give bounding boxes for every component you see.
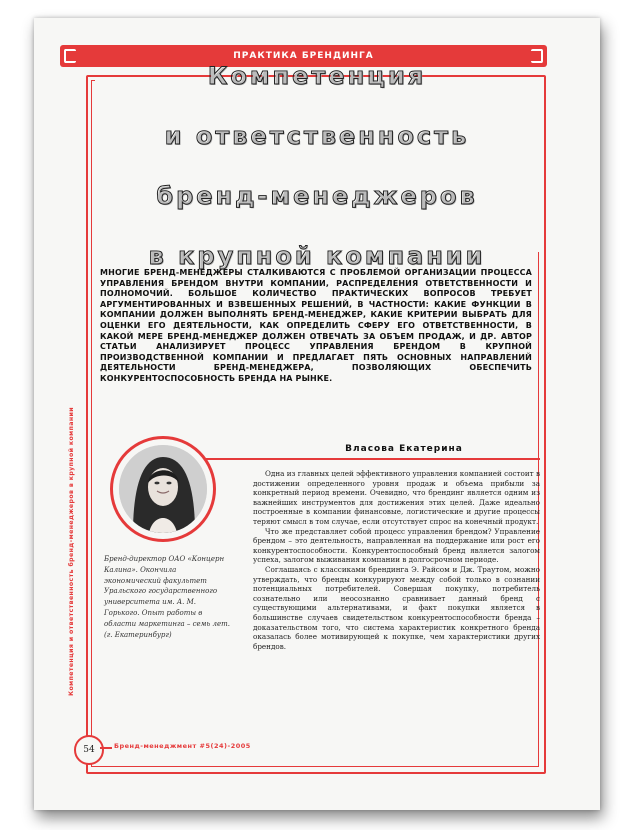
title-line: в крупной компании <box>148 242 486 270</box>
page-number-text: 54 <box>83 745 95 755</box>
article-body <box>253 469 540 651</box>
author-divider <box>200 458 540 460</box>
footer-publication: Бренд-менеджмент #5(24)-2005 <box>114 742 251 750</box>
vertical-caption: Компетенция и ответственность бренд-менеджеров в крупной компании <box>68 407 75 696</box>
title-line: Компетенция <box>207 62 427 90</box>
footer-divider <box>100 747 112 749</box>
author-photo <box>119 445 207 533</box>
author-bio: Бренд-директор ОАО «Концерн Калина». Окончила экономический факультет Уральского государственного университета им. А. М. Горького. Опыт работы в области маркетинга – семь лет. (г. Екатеринбург) <box>104 555 230 639</box>
body-paragraph: Соглашаясь с классиками брендинга Э. Райсом и Дж. Траутом, можно утверждать, что бренды конкурируют между собой только в сознании потенциальных потребителей. Совершая покупку, потребитель сознательно или неосознанно сравнивает данный бренд с существующими альтернативами, и факт покупки является в большинстве случаев свидетельством конкурентоспособности бренда – доказательством того, что система характеристик конкретного бренда оказалась более мотивирующей к покупке, чем характеристики других брендов. <box>253 564 540 651</box>
author-portrait <box>119 445 207 533</box>
section-band-label: ПРАКТИКА БРЕНДИНГА <box>233 51 374 61</box>
author-name: Власова Екатерина <box>345 444 463 454</box>
title-box <box>95 62 539 270</box>
page-number <box>74 735 104 765</box>
body-paragraph: Одна из главных целей эффективного управления компанией состоит в достижении определенного уровня продаж и объема прибыли за конкретный период времени. Очевидно, что брендинг является одним из важнейших инструментов для достижения этих целей. Даже идеально построенные в компании финансовые, логистические и другие процессы теряют смысл в том случае, если отсутствует спрос на конечный продукт. <box>253 469 540 526</box>
body-paragraph: Что же представляет собой процесс управления брендом? Управление брендом – это деятельность, направленная на поддержание или рост его конкурентоспособности. Конкурентоспособный бренд является залогом успеха, залогом выживания компании в долгосрочном периоде. <box>253 526 540 565</box>
title-line: бренд-менеджеров <box>156 182 478 210</box>
title-line: и ответственность <box>164 122 470 150</box>
author-photo-ring <box>110 436 216 542</box>
article-title <box>149 31 486 301</box>
lead-paragraph: МНОГИЕ БРЕНД-МЕНЕДЖЕРЫ СТАЛКИВАЮТСЯ С ПРОБЛЕМОЙ ОРГАНИЗАЦИИ ПРОЦЕССА УПРАВЛЕНИЯ БРЕНДОМ ВНУТРИ КОМПАНИИ, РАСПРЕДЕЛЕНИЯ ОТВЕТСТВЕННОСТИ И ПОЛНОМОЧИЙ. БОЛЬШОЕ КОЛИЧЕСТВО ПРАКТИЧЕСКИХ ВОПРОСОВ ТРЕБУЕТ АРГУМЕНТИРОВАННЫХ И ВЗВЕШЕННЫХ РЕШЕНИЙ, В ЧАСТНОСТИ: КАКИЕ ФУНКЦИИ В КОМПАНИИ ДОЛЖЕН ВЫПОЛНЯТЬ БРЕНД-МЕНЕДЖЕР, КАКИЕ КРИТЕРИИ ВЫБРАТЬ ДЛЯ ОЦЕНКИ ЕГО ДЕЯТЕЛЬНОСТИ, КАК ОПРЕДЕЛИТЬ СФЕРУ ЕГО ОТВЕТСТВЕННОСТИ, В КАКОЙ МЕРЕ БРЕНД-МЕНЕДЖЕР ДОЛЖЕН ОТВЕЧАТЬ ЗА ОБЪЕМ ПРОДАЖ, И ДР. АВТОР СТАТЬИ АНАЛИЗИРУЕТ ПРОЦЕСС УПРАВЛЕНИЯ БРЕНДОМ В КРУПНОЙ ПРОИЗВОДСТВЕННОЙ КОМПАНИИ И ПРЕДЛАГАЕТ ПЯТЬ ОСНОВНЫХ НАПРАВЛЕНИЙ ДЕЯТЕЛЬНОСТИ БРЕНД-МЕНЕДЖЕРА, ПОЗВОЛЯЮЩИХ ОБЕСПЕЧИТЬ КОНКУРЕНТОСПОСОБНОСТЬ БРЕНДА НА РЫНКЕ. <box>100 268 532 383</box>
